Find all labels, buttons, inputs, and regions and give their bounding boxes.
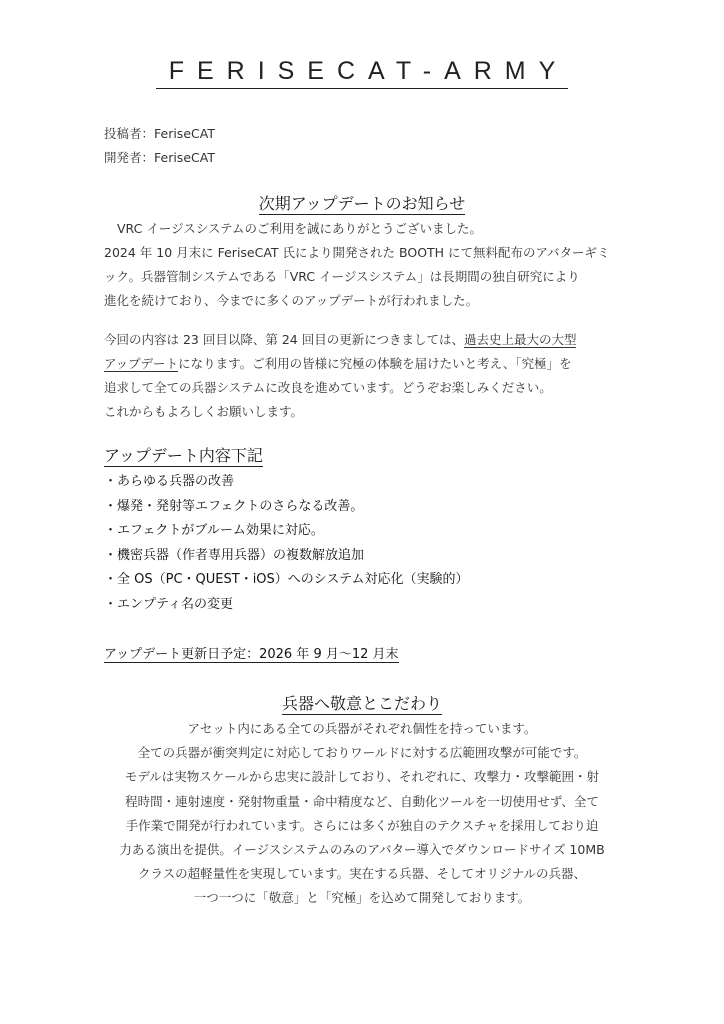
respect-line: アセット内にある全ての兵器がそれぞれ個性を持っています。: [187, 721, 537, 736]
section-heading-update-notice: 次期アップデートのお知らせ: [258, 194, 466, 213]
update-description-paragraph: [104, 328, 624, 424]
respect-line: 手作業で開発が行われています。さらには多くが独自のテクスチャを採用しており迫: [125, 817, 599, 833]
section-heading-respect: 兵器へ敬意とこだわり: [281, 694, 442, 713]
description-line: 今回の内容は 23 回目以降、第 24 回目の更新につきましては、過去史上最大の大型: [104, 332, 577, 347]
list-item: ・爆発・発射等エフェクトのさらなる改善。: [104, 498, 364, 514]
document-title: [0, 54, 724, 89]
respect-line: クラスの超軽量性を実現しています。実在する兵器、そしてオリジナルの兵器、: [137, 866, 586, 882]
respect-line: 全ての兵器が衝突判定に対応しておりワールドに対する広範囲攻撃が可能です。: [137, 745, 587, 761]
description-line: これからもよろしくお願いします。: [104, 404, 304, 419]
intro-line: 2024 年 10 月末に FeriseCAT 氏により開発された BOOTH にて無料配布のアバターギミ: [104, 245, 610, 260]
intro-paragraph: [104, 217, 624, 313]
document-title-text: FERISECAT-ARMY: [156, 54, 569, 89]
description-line: 追求して全ての兵器システムに改良を進めています。どうぞお楽しみください。: [104, 380, 552, 395]
list-item: ・エンプティ名の変更: [104, 596, 233, 612]
list-item: ・全 OS（PC・QUEST・iOS）へのシステム対応化（実験的）: [104, 572, 469, 587]
respect-paragraph: [0, 717, 724, 911]
intro-line: ック。兵器管制システムである「VRC イージスシステム」は長期間の独自研究により: [104, 269, 580, 284]
poster-line: 投稿者：FeriseCAT: [104, 126, 215, 141]
update-schedule: アップデート更新日予定：2026 年 9 月～12 月末: [104, 647, 399, 662]
intro-line: VRC イージスシステムのご利用を誠にありがとうございました。: [117, 221, 482, 236]
respect-line: 程時間・連射速度・発射物重量・命中精度など、自動化ツールを一切使用せず、全て: [125, 793, 599, 809]
highlight-update: アップデート: [104, 356, 179, 371]
developer-line: 開発者：FeriseCAT: [104, 150, 215, 165]
author-meta: [104, 122, 215, 170]
intro-line: 進化を続けており、今までに多くのアップデートが行われました。: [104, 293, 479, 308]
list-item: ・あらゆる兵器の改善: [104, 474, 235, 489]
respect-line: 一つ一つに「敬意」と「究極」を込めて開発しております。: [193, 890, 531, 906]
description-line: アップデートになります。ご利用の皆様に究極の体験を届けたいと考え、「究極」を: [104, 356, 572, 371]
list-item: ・機密兵器（作者専用兵器）の複数解放追加: [104, 547, 365, 563]
update-item-list: [104, 470, 468, 617]
section-heading-update-contents: アップデート内容下記: [104, 446, 263, 465]
list-item: ・エフェクトがブルーム効果に対応。: [104, 523, 324, 538]
highlight-largest-update: 過去史上最大の大型: [463, 332, 577, 347]
respect-line: 力ある演出を提供。イージスシステムのみのアバター導入でダウンロードサイズ 10MB: [119, 842, 605, 858]
respect-line: モデルは実物スケールから忠実に設計しており、それぞれに、攻撃力・攻撃範囲・射: [124, 769, 600, 785]
